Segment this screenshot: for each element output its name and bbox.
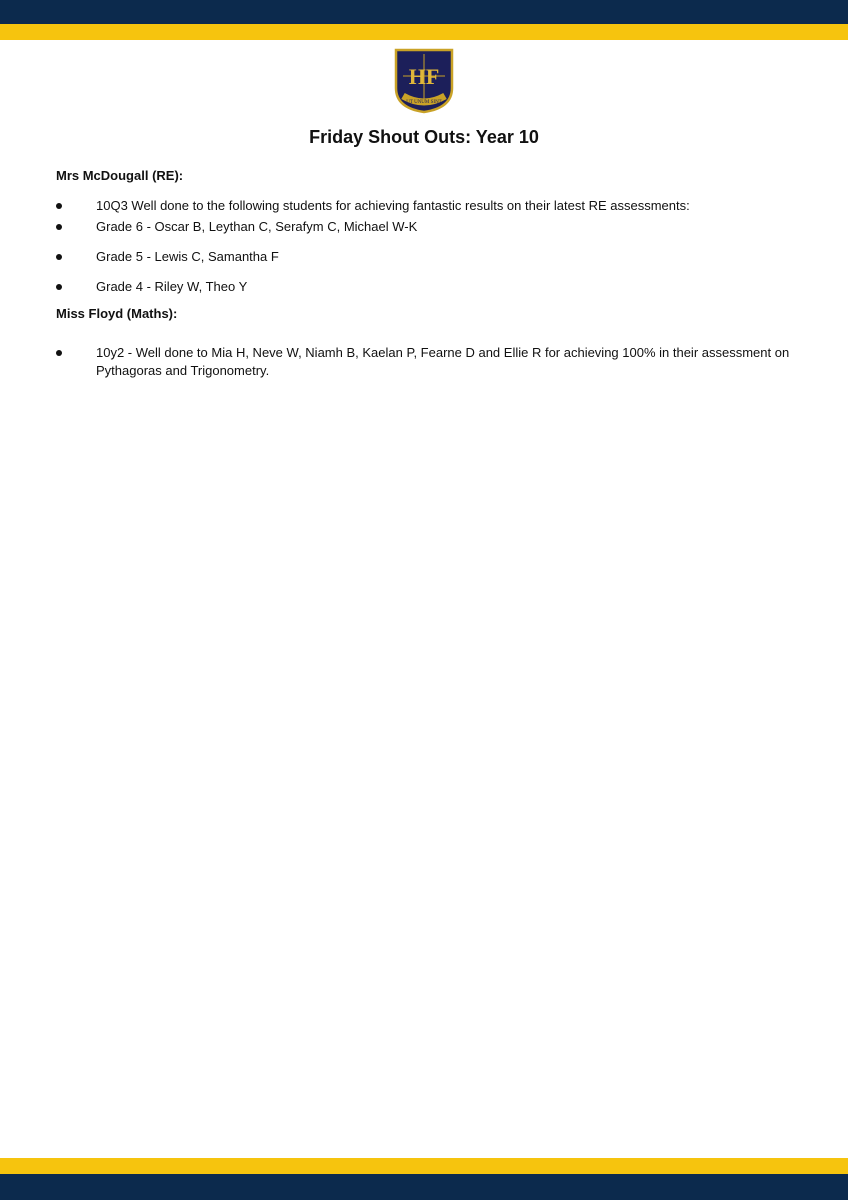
header-navy-band (0, 0, 848, 24)
section-heading-re: Mrs McDougall (RE): (56, 168, 184, 183)
bullet-icon (56, 350, 62, 356)
header-gold-band (0, 24, 848, 40)
footer-navy-band (0, 1174, 848, 1200)
school-crest-logo (393, 48, 455, 114)
bullet-icon (56, 254, 62, 260)
footer-gold-band (0, 1158, 848, 1174)
svg-text:UT UNUM SINT: UT UNUM SINT (406, 100, 442, 105)
section-heading-maths: Miss Floyd (Maths): (56, 306, 178, 321)
bullet-icon (56, 203, 62, 209)
svg-text:HF: HF (408, 64, 440, 89)
bullet-icon (56, 284, 62, 290)
bullet-icon (56, 224, 62, 230)
page-title: Friday Shout Outs: Year 10 (309, 127, 539, 147)
